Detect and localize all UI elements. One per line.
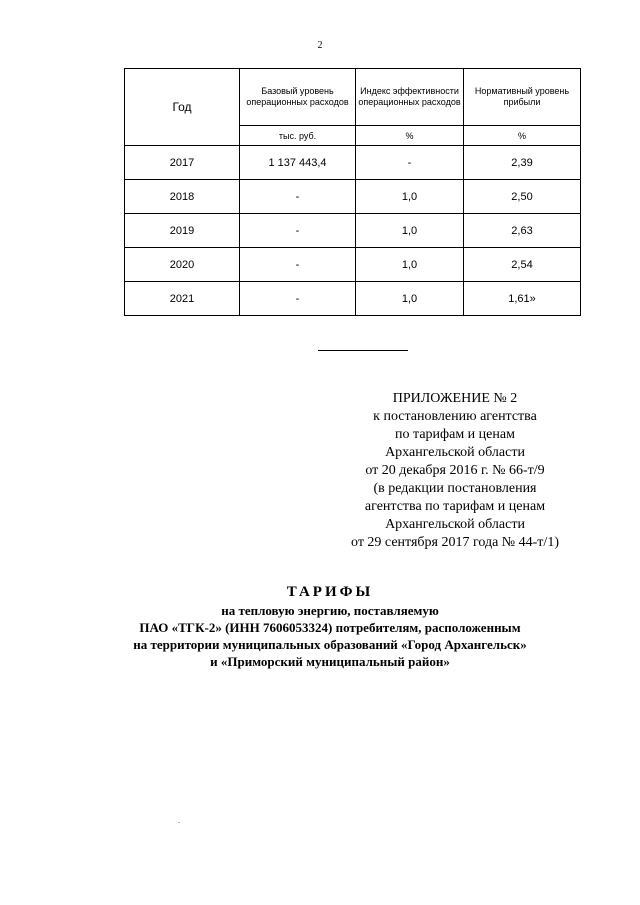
cell-base-opex: - xyxy=(240,180,356,214)
separator-line xyxy=(318,350,408,351)
cell-year: 2019 xyxy=(125,214,240,248)
appendix-line: к постановлению агентства xyxy=(373,409,537,424)
cell-base-opex: - xyxy=(240,248,356,282)
cell-efficiency-index: - xyxy=(356,146,464,180)
parameters-table xyxy=(124,68,581,316)
cell-base-opex: - xyxy=(240,282,356,316)
appendix-line: от 29 сентября 2017 года № 44-т/1) xyxy=(351,535,559,550)
table-row xyxy=(125,214,581,248)
scan-speck xyxy=(178,822,180,823)
appendix-line: агентства по тарифам и ценам xyxy=(364,499,546,514)
page-number: 2 xyxy=(317,40,323,51)
cell-efficiency-index: 1,0 xyxy=(356,214,464,248)
appendix-line: по тарифам и ценам xyxy=(395,427,515,442)
cell-year: 2017 xyxy=(125,146,240,180)
cell-normative-profit: 2,54 xyxy=(464,248,581,282)
cell-efficiency-index: 1,0 xyxy=(356,248,464,282)
appendix-line: Архангельской области xyxy=(385,517,525,532)
cell-normative-profit: 2,39 xyxy=(464,146,581,180)
unit-base-opex: тыс. руб. xyxy=(240,126,356,146)
cell-year: 2020 xyxy=(125,248,240,282)
unit-efficiency-index: % xyxy=(356,126,464,146)
header-year: Год xyxy=(125,69,240,146)
cell-efficiency-index: 1,0 xyxy=(356,282,464,316)
appendix-title: ПРИЛОЖЕНИЕ № 2 xyxy=(392,391,518,406)
tariffs-subtitle-line: на территории муниципальных образований «Город Архангельск» xyxy=(133,637,527,652)
tariffs-subtitle-line: ПАО «ТГК-2» (ИНН 7606053324) потребителям, расположенным xyxy=(139,620,521,635)
cell-normative-profit: 2,50 xyxy=(464,180,581,214)
cell-year: 2021 xyxy=(125,282,240,316)
tariffs-title: ТАРИФЫ xyxy=(286,584,374,600)
table-row xyxy=(125,282,581,316)
appendix-line: (в редакции постановления xyxy=(373,481,537,496)
table-row xyxy=(125,146,581,180)
cell-normative-profit: 1,61» xyxy=(464,282,581,316)
header-normative-profit: Нормативный уровень прибыли xyxy=(464,69,581,126)
cell-efficiency-index: 1,0 xyxy=(356,180,464,214)
unit-normative-profit: % xyxy=(464,126,581,146)
cell-base-opex: 1 137 443,4 xyxy=(240,146,356,180)
cell-year: 2018 xyxy=(125,180,240,214)
appendix-line: от 20 декабря 2016 г. № 66-т/9 xyxy=(365,463,545,478)
appendix-line: Архангельской области xyxy=(385,445,525,460)
cell-base-opex: - xyxy=(240,214,356,248)
header-efficiency-index: Индекс эффективности операционных расходов xyxy=(356,69,464,126)
table-row xyxy=(125,180,581,214)
appendix-header xyxy=(300,390,610,552)
tariffs-subtitle-line: и «Приморский муниципальный район» xyxy=(210,654,450,669)
header-base-opex: Базовый уровень операционных расходов xyxy=(240,69,356,126)
tariffs-title-block xyxy=(90,582,570,670)
table-header-row xyxy=(125,69,581,126)
table-row xyxy=(125,248,581,282)
cell-normative-profit: 2,63 xyxy=(464,214,581,248)
tariffs-subtitle-line: на тепловую энергию, поставляемую xyxy=(221,603,439,618)
